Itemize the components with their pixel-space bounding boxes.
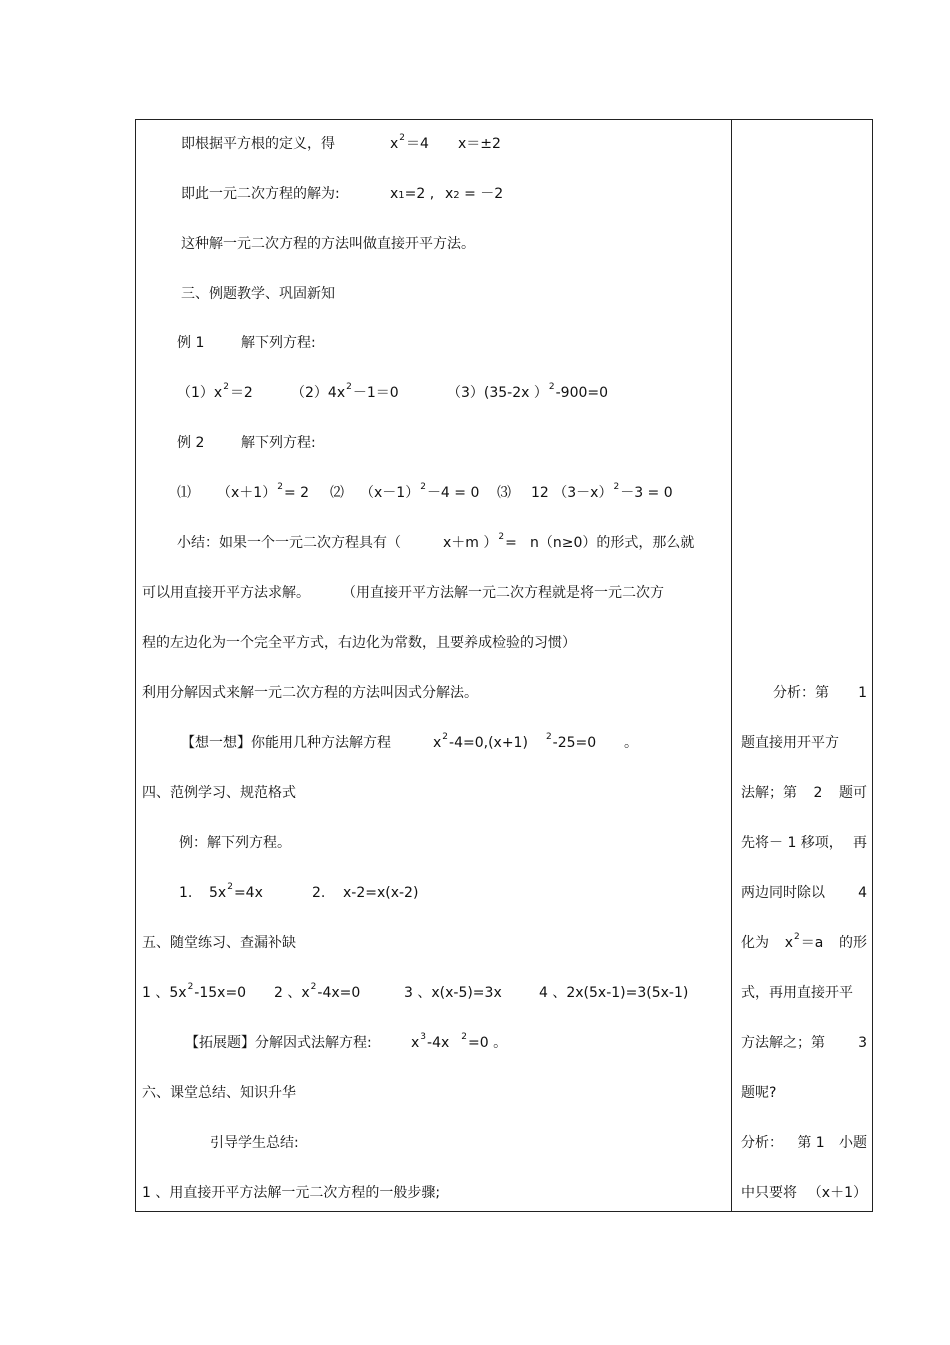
section-heading-4: 四、范例学习、规范格式 bbox=[142, 785, 296, 801]
equation-x-squared: $x^2=4$ bbox=[390, 133, 429, 152]
method-definition: 这种解一元二次方程的方法叫做直接开平方法。 bbox=[181, 236, 475, 252]
example-2-num3: ⑶ bbox=[497, 485, 511, 501]
side-note-line-9: 题呢? bbox=[741, 1085, 777, 1101]
section-heading-3: 三、例题教学、巩固新知 bbox=[181, 286, 335, 302]
extension-text: 【拓展题】分解因式法解方程: bbox=[185, 1035, 372, 1051]
side-note-line-8: 方法解之；第 3 bbox=[741, 1035, 867, 1051]
side-note-line-5: 两边同时除以 4 bbox=[741, 885, 867, 901]
example-1-heading bbox=[177, 333, 316, 353]
summary-text-c: n（n≥0）的形式，那么就 bbox=[530, 535, 695, 551]
solution-x1: x1=2 , bbox=[390, 186, 435, 202]
model-num2: 2. bbox=[312, 885, 326, 901]
example-2-num2: ⑵ bbox=[330, 485, 344, 501]
extension-problem bbox=[185, 1032, 508, 1053]
summary-text-a: 小结：如果一个一元二次方程具有（ bbox=[177, 535, 401, 551]
solution-x2: x2 = －2 bbox=[445, 186, 504, 202]
think-equations: $x^2-4=0,(x+1)$ $^2$-25=0 bbox=[433, 732, 597, 751]
practice-eq4: 4 、2x(5x-1)=3(5x-1) bbox=[539, 985, 689, 1001]
example-2-eq2: $(x-1)^2-4 = 0$ bbox=[360, 482, 480, 501]
practice-eq2: 2 、$x^2-4x=0$ bbox=[274, 982, 361, 1001]
example-1-label: 例 1 bbox=[177, 335, 205, 351]
column-divider bbox=[731, 119, 732, 1212]
summary-line-3: 程的左边化为一个完全平方式，右边化为常数，且要养成检验的习惯） bbox=[142, 635, 576, 651]
summary-step-1: 1 、用直接开平方法解一元二次方程的一般步骤; bbox=[142, 1185, 441, 1201]
example-2-heading bbox=[177, 433, 316, 453]
practice-eq3: 3 、x(x-5)=3x bbox=[404, 985, 502, 1001]
example-1-eq1: $(1)x^2=2$ bbox=[177, 382, 253, 401]
side-note-line-1: 分析：第 1 bbox=[773, 685, 867, 701]
example-1-text: 解下列方程: bbox=[241, 335, 316, 351]
side-note-line-7: 式，再用直接开平 bbox=[741, 985, 853, 1001]
model-example-heading: 例：解下列方程。 bbox=[179, 835, 291, 851]
guide-summary: 引导学生总结: bbox=[210, 1135, 299, 1151]
example-1-eq3: （3）(35-2x ）$^2$-900=0 bbox=[447, 382, 609, 401]
factoring-definition: 利用分解因式来解一元二次方程的方法叫因式分解法。 bbox=[142, 685, 478, 701]
practice-eq1: 1 、$5x^2-15x=0$ bbox=[142, 982, 247, 1001]
example-2-text: 解下列方程: bbox=[241, 435, 316, 451]
section-heading-5: 五、随堂练习、查漏补缺 bbox=[142, 935, 296, 951]
summary-line-2b: （用直接开平方法解一元二次方程就是将一元二次方 bbox=[342, 585, 664, 601]
think-period: 。 bbox=[624, 735, 638, 751]
definition-text: 即根据平方根的定义，得 bbox=[181, 136, 335, 152]
example-2-eq1: $(x+1)^2= 2$ bbox=[217, 482, 310, 501]
solution-text: 即此一元二次方程的解为: bbox=[181, 186, 340, 202]
side-note-line-11: 中只要将 （x＋1） bbox=[741, 1185, 867, 1201]
solution-line bbox=[181, 184, 504, 204]
model-num1: 1. bbox=[179, 885, 193, 901]
summary-formula: x＋m ）$^2$= bbox=[443, 532, 517, 551]
think-about-it bbox=[181, 732, 638, 753]
definition-line bbox=[181, 133, 501, 154]
side-note-line-2: 题直接用开平方 bbox=[741, 735, 839, 751]
side-note-line-10: 分析： 第 1 小题 bbox=[741, 1135, 867, 1151]
think-text: 【想一想】你能用几种方法解方程 bbox=[181, 735, 391, 751]
summary-line-2a: 可以用直接开平方法求解。 bbox=[142, 585, 310, 601]
extension-equation: $x^3-4x$ $^2$=0 。 bbox=[411, 1032, 508, 1051]
summary-line-1 bbox=[177, 532, 695, 553]
model-eq1: $5x^2=4x$ bbox=[209, 882, 263, 901]
example-2-label: 例 2 bbox=[177, 435, 205, 451]
example-1-eq2: $(2)4x^2-1=0$ bbox=[291, 382, 399, 401]
side-note-line-6: 化为 $x^2=a$ 的形 bbox=[741, 932, 867, 951]
example-2-num1: ⑴ bbox=[177, 485, 191, 501]
equation-x-value: x＝±2 bbox=[458, 136, 501, 152]
side-note-line-4: 先将－ 1 移项， 再 bbox=[741, 835, 867, 851]
summary-line-2 bbox=[142, 583, 664, 603]
example-2-eq3: 12 $(3-x)^2-3 = 0$ bbox=[531, 482, 673, 501]
section-heading-6: 六、课堂总结、知识升华 bbox=[142, 1085, 296, 1101]
model-eq2: x-2=x(x-2) bbox=[343, 885, 419, 901]
side-note-line-3: 法解；第 2 题可 bbox=[741, 785, 867, 801]
